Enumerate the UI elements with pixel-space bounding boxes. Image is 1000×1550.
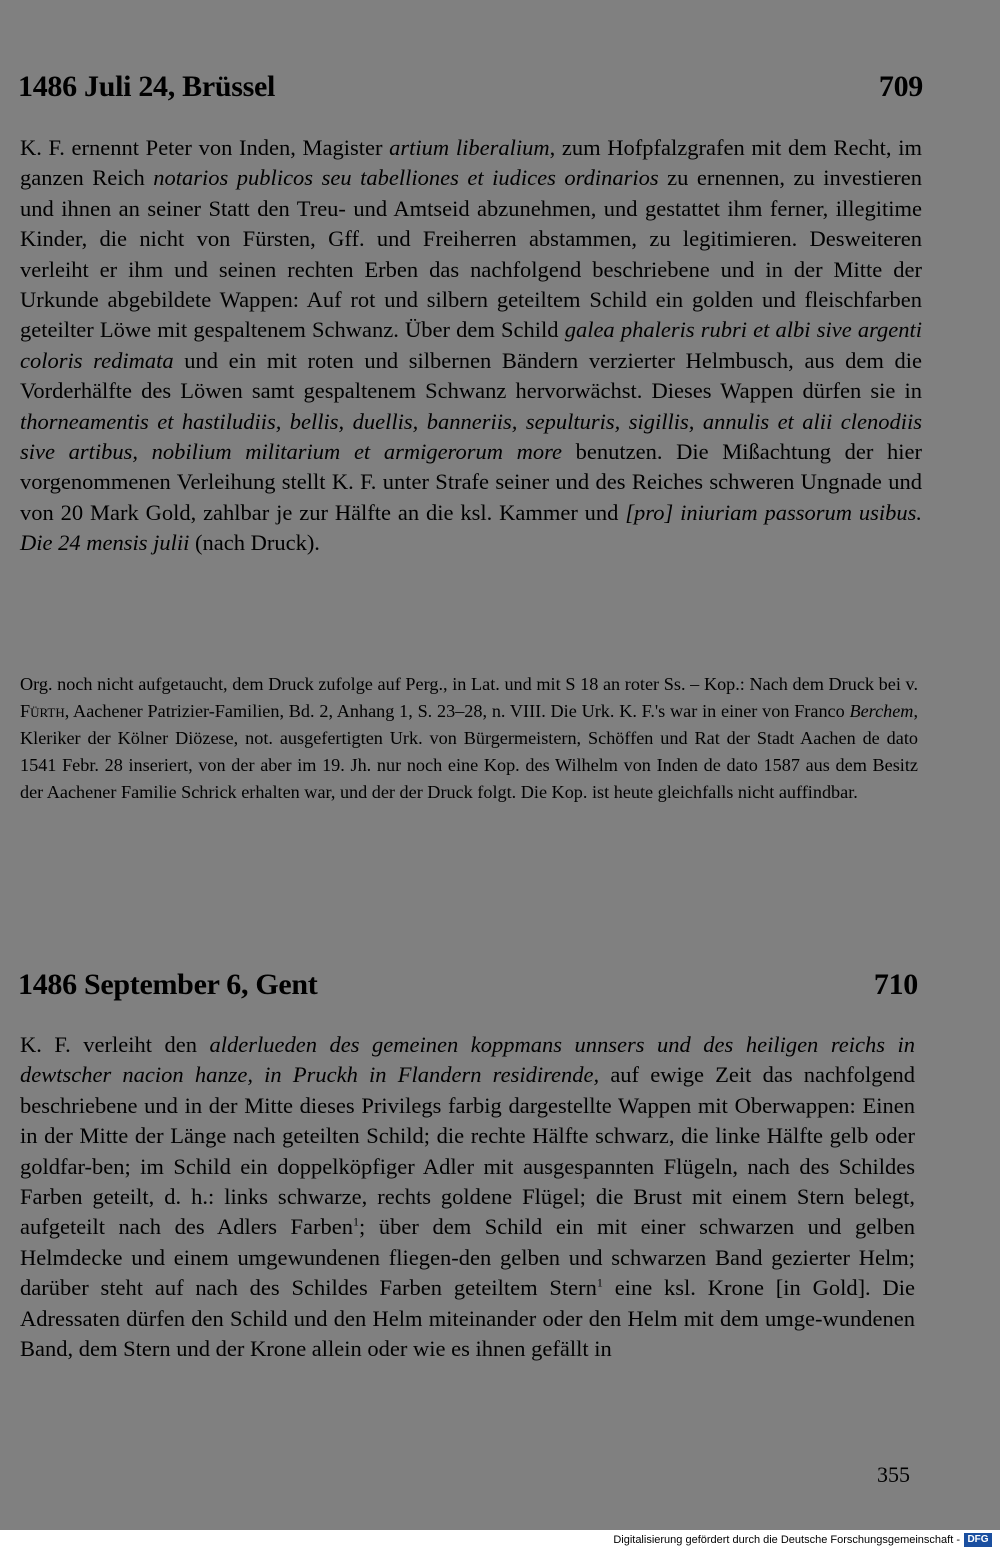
entry-709-regest	[20, 133, 922, 559]
text-segment: thorneamentis et hastiludiis, bellis, duellis, banneriis, sepulturis, sigillis, annulis et alii clenodiis sive artibus, nobilium militarium et armigerorum more	[20, 408, 922, 465]
text-segment: benutzen. Die Mißachtung der hier vorgenommenen Verleihung stellt K. F. unter Strafe seiner und des Reiches schweren Ungnade und von 20 Mark Gold, zahlbar je zur Hälfte an die ksl. Kammer und	[20, 439, 922, 525]
text-segment: zu ernennen, zu investieren und ihnen an seiner Statt den Treu- und Amtseid abzunehmen, und gestattet ihm ferner, illegitime Kinder, die nicht von Fürsten, Gff. und Freiherren abstammen, zu legitimieren. Desweiteren verleiht er ihm und seinen rechten Erben das nachfolgend beschriebene und in der Mitte der Urkunde abgebildete Wappen: Auf rot und silbern geteiltem Schild ein golden und fleischfarben geteilter Löwe mit gespaltenem Schwanz. Über dem Schild	[20, 165, 922, 343]
text-segment: Berchem	[849, 701, 914, 721]
text-segment: ; über dem Schild ein mit einer schwarzen und gelben Helmdecke und einem umgewundenen fliegen-den gelben und schwarzen Band gezierter Helm; darüber steht auf nach des Schildes Farben geteiltem Stern	[20, 1214, 915, 1301]
footer-bar	[0, 1530, 1000, 1550]
text-segment: Org. noch nicht aufgetaucht, dem Druck zufolge auf Perg., in Lat. und mit S 18 an roter Ss. – Kop.: Nach dem Druck bei v.	[20, 674, 918, 694]
text-segment: (nach Druck).	[189, 530, 320, 556]
entry-number: 709	[878, 70, 923, 103]
text-segment: 1	[596, 1275, 603, 1290]
text-segment: alderlueden des gemeinen koppmans unnsers und des heiligen reichs in dewtscher nacion hanze, in Pruckh in Flandern residirende,	[20, 1032, 915, 1088]
regest-paragraph	[20, 1030, 915, 1364]
entry-710-heading	[18, 968, 918, 1002]
footer-credit: Digitalisierung gefördert durch die Deutsche Forschungsgemeinschaft -	[613, 1534, 960, 1546]
text-segment: galea phaleris rubri et albi sive argenti coloris redimata	[20, 317, 922, 373]
regest-paragraph	[20, 133, 922, 559]
text-segment: [pro] iniuriam passorum usibus. Die 24 mensis julii	[20, 499, 922, 556]
source-note-paragraph	[20, 671, 918, 806]
text-segment: notarios publicos seu tabelliones et iudices ordinarios	[153, 165, 659, 191]
text-segment: , zum Hofpfalzgrafen mit dem Recht, im ganzen Reich	[20, 135, 922, 191]
page-number: 355	[877, 1462, 910, 1487]
entry-heading-date: 1486 Juli 24, Brüssel	[18, 70, 276, 103]
entry-710-regest	[20, 1030, 915, 1364]
text-segment: eine ksl. Krone [in Gold]. Die Adressaten dürfen den Schild und den Helm miteinander oder den Helm mit dem umge-wundenen Band, dem Stern und der Krone allein oder wie es ihnen gefällt in	[20, 1275, 915, 1362]
dfg-logo-icon: DFG	[964, 1533, 992, 1547]
text-segment: auf ewige Zeit das nachfolgend beschriebene und in der Mitte dieses Privilegs farbig dargestellte Wappen mit Oberwappen: Einen in der Mitte der Länge nach geteilten Schild; die rechte Hälfte schwarz, die linke Hälfte gelb oder goldfar-ben; im Schild ein doppelköpfiger Adler mit ausgespannten Flügeln, nach des Schildes Farben geteilt, d. h.: links schwarze, rechts goldene Flügel; die Brust mit einem Stern belegt, aufgeteilt nach des Adlers Farben	[20, 1062, 915, 1240]
text-segment: und ein mit roten und silbernen Bändern verzierter Helmbusch, aus dem die Vorderhälfte des Löwen samt gespaltenem Schwanz hervorwächst. Dieses Wappen dürfen sie in	[20, 347, 922, 404]
text-segment: artium liberalium	[389, 135, 550, 160]
text-segment: K. F. ernennt Peter von Inden, Magister	[20, 135, 390, 160]
text-segment: 1	[353, 1214, 360, 1229]
entry-709-source-note	[20, 671, 918, 806]
entry-number: 710	[873, 968, 918, 1001]
text-segment: , Aachener Patrizier-Familien, Bd. 2, Anhang 1, S. 23–28, n. VIII. Die Urk. K. F.'s war in einer von Franco	[64, 701, 850, 721]
text-segment: K. F. verleiht den	[20, 1032, 210, 1057]
text-segment: Fürth	[20, 701, 65, 721]
entry-709-heading	[18, 70, 923, 104]
text-segment: , Kleriker der Kölner Diözese, not. ausgefertigten Urk. von Bürgermeistern, Schöffen und Rat der Stadt Aachen de dato 1541 Febr. 28 inseriert, von der aber im 19. Jh. nur noch eine Kop. des Wilhelm von Inden de dato 1587 aus dem Besitz der Aachener Familie Schrick erhalten war, und der der Druck folgt. Die Kop. ist heute gleichfalls nicht auffindbar.	[20, 701, 918, 802]
entry-heading-date: 1486 September 6, Gent	[18, 968, 318, 1001]
